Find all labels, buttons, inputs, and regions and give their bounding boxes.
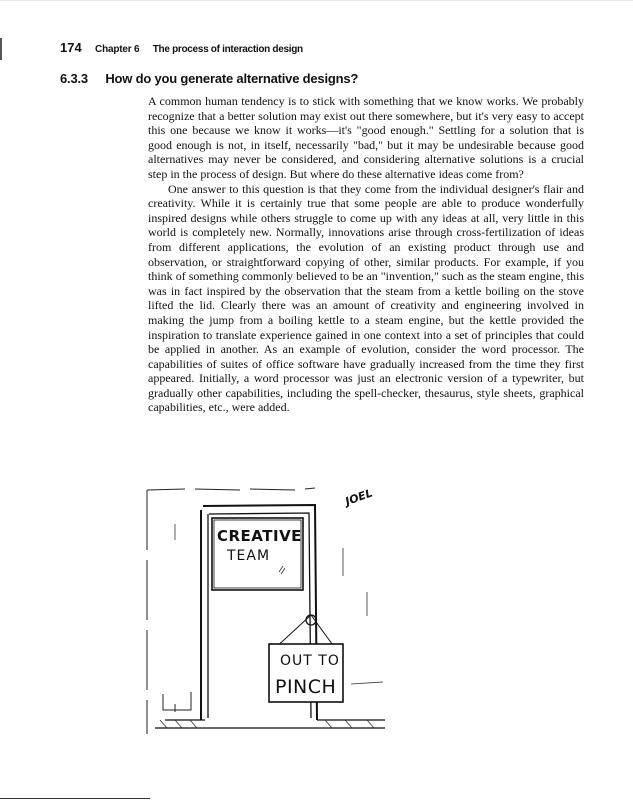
section-heading (60, 71, 358, 86)
body-text (148, 94, 584, 415)
chapter-label: Chapter 6 (95, 44, 140, 55)
hanging-sign-line2: PINCH (275, 676, 337, 698)
door-sign-line1: CREATIVE (217, 527, 302, 545)
paragraph-1: A common human tendency is to stick with something that we know works. We probably recognize that a better solution may exist out there somewhere, but it's very easy to accept this one because we know it works—it's "good enough." Settling for a solution that is good enough is not, in itself, necessarily "bad," but it may be undesirable because good alternatives may never be considered, and considering alternative solutions is a crucial step in the process of design. But where do these alternative ideas come from? (148, 94, 584, 181)
cartoon-illustration (145, 484, 389, 738)
section-number: 6.3.3 (60, 71, 88, 86)
chapter-title: The process of interaction design (152, 44, 303, 55)
edge-mark (0, 38, 2, 60)
running-header (60, 40, 303, 55)
door-sign-line2: TEAM (227, 548, 271, 564)
top-rule (0, 0, 633, 1)
paragraph-2: One answer to this question is that they come from the individual designer's flair and creativity. While it is certainly true that some people are able to produce wonderfully inspired designs while others struggle to come up with any ideas at all, very little in this world is completely new. Normally, innovations arise through cross-fertilization of ideas from different applications, the evolution of an existing product through use and observation, or straightforward copying of other, similar products. For example, if you think of something commonly believed to be an "invention," such as the steam engine, this was in fact inspired by the observation that the steam from a kettle boiling on the stove lifted the lid. Clearly there was an amount of creativity and engineering involved in making the jump from a boiling kettle to a steam engine, but the kettle provided the inspiration to translate experience gained in one context into a set of principles that could be applied in another. As an example of evolution, consider the word processor. The capabilities of suites of office software have gradually increased from the time they first appeared. Initially, a word processor was just an electronic version of a typewriter, but gradually other capabilities, including the spell-checker, thesaurus, style sheets, graphical capabilities, etc., were added. (148, 181, 584, 415)
page-number: 174 (60, 40, 82, 55)
artist-signature: JOEL (343, 486, 375, 509)
hanging-sign-line1: OUT TO (280, 653, 340, 669)
footer-rule (0, 798, 150, 799)
section-title: How do you generate alternative designs? (105, 71, 359, 86)
